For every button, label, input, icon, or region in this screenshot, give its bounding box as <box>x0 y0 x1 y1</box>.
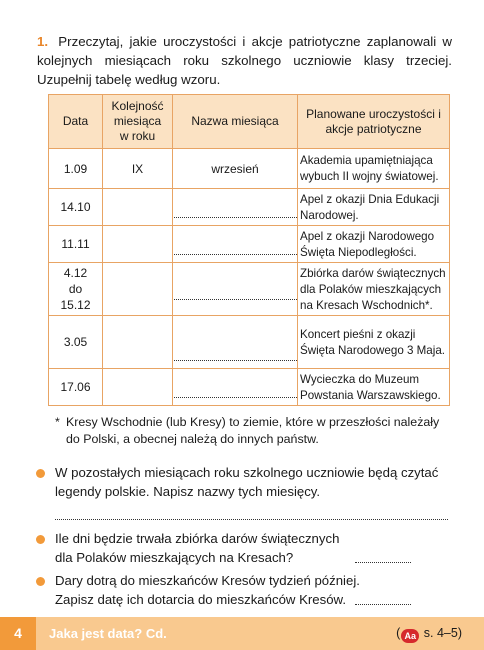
cell-date: 14.10 <box>49 189 103 226</box>
table-row <box>49 149 450 189</box>
task-number: 1. <box>37 34 49 49</box>
cell-order-blank[interactable] <box>103 263 173 316</box>
cell-date: 1.09 <box>49 149 103 189</box>
textbook-reference <box>396 617 462 650</box>
question-1 <box>55 463 438 501</box>
question-2-line2: dla Polaków mieszkających na Kresach? <box>55 550 294 565</box>
answer-line-months[interactable] <box>55 519 448 520</box>
table-row <box>49 316 450 369</box>
header-month: Nazwa miesiąca <box>173 95 298 149</box>
bullet-icon <box>36 577 45 586</box>
answer-line[interactable] <box>174 217 297 218</box>
cell-order-blank[interactable] <box>103 369 173 406</box>
question-2 <box>55 529 339 567</box>
table-row <box>49 369 450 406</box>
events-table <box>48 94 450 406</box>
cell-event: Akademia upamiętniająca wybuch II wojny światowej. <box>298 149 450 189</box>
cell-date: 3.05 <box>49 316 103 369</box>
cell-order-blank[interactable] <box>103 189 173 226</box>
question-3-line2: Zapisz datę ich dotarcia do mieszkańców Kresów. <box>55 592 346 607</box>
footnote-star: * <box>55 415 60 429</box>
question-3-line1: Dary dotrą do mieszkańców Kresów tydzień później. <box>55 573 360 588</box>
footer-title: Jaka jest data? Cd. <box>49 626 167 641</box>
cell-month-blank[interactable] <box>173 263 298 316</box>
header-order: Kolejność miesiąca w roku <box>103 95 173 149</box>
answer-line-days[interactable] <box>355 562 411 563</box>
cell-month-blank[interactable] <box>173 189 298 226</box>
page-number: 4 <box>0 617 36 650</box>
question-1-line1: W pozostałych miesiącach roku szkolnego uczniowie będą czytać <box>55 465 439 480</box>
table-row <box>49 263 450 316</box>
cell-order-blank[interactable] <box>103 226 173 263</box>
ref-pages: s. 4–5) <box>420 626 462 640</box>
cell-order-blank[interactable] <box>103 316 173 369</box>
bullet-icon <box>36 535 45 544</box>
question-2-line1: Ile dni będzie trwała zbiórka darów świątecznych <box>55 531 340 546</box>
question-3 <box>55 571 360 609</box>
table-header-row <box>49 95 450 149</box>
cell-event: Apel z okazji Narodowego Święta Niepodległości. <box>298 226 450 263</box>
bullet-icon <box>36 469 45 478</box>
footnote-text: Kresy Wschodnie (lub Kresy) to ziemie, które w przeszłości należały do Polski, a obecnej należą do innych państw. <box>66 415 440 446</box>
task-text: Przeczytaj, jakie uroczystości i akcje patriotyczne zaplanowali w kolejnych miesiącach roku szkolnego uczniowie klasy trzeciej. Uzupełnij tabelę według wzoru. <box>37 34 452 87</box>
cell-month-blank[interactable] <box>173 316 298 369</box>
answer-line-date[interactable] <box>355 604 411 605</box>
header-date: Data <box>49 95 103 149</box>
answer-line[interactable] <box>174 254 297 255</box>
task-instruction <box>37 32 452 89</box>
cell-event: Koncert pieśni z okazji Święta Narodowego 3 Maja. <box>298 316 450 369</box>
answer-line[interactable] <box>174 360 297 361</box>
cell-date: 17.06 <box>49 369 103 406</box>
footnote <box>55 414 450 448</box>
cell-event: Zbiórka darów świątecznych dla Polaków mieszkających na Kresach Wschodnich*. <box>298 263 450 316</box>
cell-event: Apel z okazji Dnia Edukacji Narodowej. <box>298 189 450 226</box>
question-1-line2: legendy polskie. Napisz nazwy tych miesięcy. <box>55 484 321 499</box>
ref-open: ( <box>396 626 401 640</box>
table-row <box>49 189 450 226</box>
textbook-icon: Aa <box>401 629 419 643</box>
cell-event: Wycieczka do Muzeum Powstania Warszawskiego. <box>298 369 450 406</box>
header-events: Planowane uroczystości i akcje patriotyczne <box>298 95 450 149</box>
cell-date: 11.11 <box>49 226 103 263</box>
cell-order: IX <box>103 149 173 189</box>
table-row <box>49 226 450 263</box>
date-part: do <box>68 282 83 296</box>
page-footer <box>0 617 484 650</box>
cell-month-blank[interactable] <box>173 226 298 263</box>
date-part: 4.12 <box>63 266 88 280</box>
cell-date <box>49 263 103 316</box>
answer-line[interactable] <box>174 299 297 300</box>
cell-month: wrzesień <box>173 149 298 189</box>
answer-line[interactable] <box>174 397 297 398</box>
date-part: 15.12 <box>60 298 91 312</box>
cell-month-blank[interactable] <box>173 369 298 406</box>
